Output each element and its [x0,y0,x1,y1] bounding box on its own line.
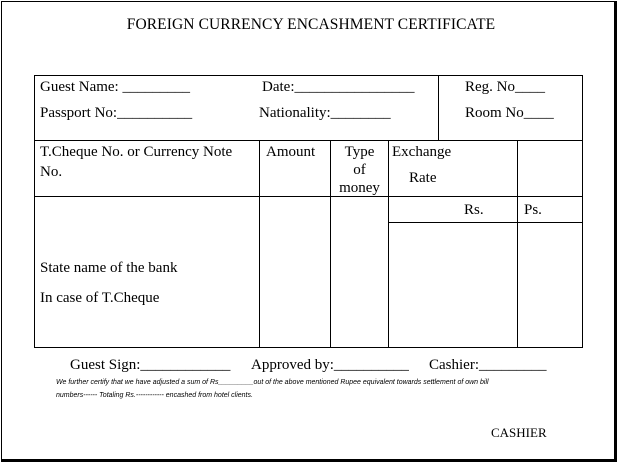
room-no-field[interactable]: Room No____ [465,105,554,121]
certificate-title: FOREIGN CURRENCY ENCASHMENT CERTIFICATE [126,16,496,33]
amount-header: Amount [266,144,316,160]
passport-no-field[interactable]: Passport No:__________ [40,105,193,121]
table-right-line [582,75,583,348]
header-divider-line [438,75,439,140]
exchange-header-line1: Exchange [392,144,452,160]
nationality-field[interactable]: Nationality:________ [259,105,391,121]
type-header-line2: of [353,162,366,178]
type-header-line3: money [339,180,380,196]
ps-header: Ps. [524,202,542,218]
bank-name-label: State name of the bank [40,260,178,276]
table-header-bottom-line [34,196,583,197]
guest-sign-field[interactable]: Guest Sign:____________ [70,357,231,373]
certify-note-line2: numbers------ Totaling Rs.------------ encashed from hotel clients. [56,392,253,399]
date-field[interactable]: Date:________________ [262,79,415,95]
table-left-line [34,75,35,348]
cashier-signature-label: CASHIER [491,425,547,440]
bank-cheque-label: In case of T.Cheque [40,290,160,306]
cashier-field[interactable]: Cashier:_________ [429,357,547,373]
cheque-header-line2: No. [40,164,63,180]
header-top-line [34,75,583,76]
approved-by-field[interactable]: Approved by:__________ [251,357,409,373]
amount-col-line [259,140,260,348]
certify-note-line1: We further certify that we have adjusted a sum of Rs_________out of the above mentioned Rupee equivalent towards settlement of own bill [56,379,489,386]
cheque-header-line1: T.Cheque No. or Currency Note [40,144,233,160]
exchange-col-line [388,140,389,348]
rs-header: Rs. [464,202,484,218]
guest-name-field[interactable]: Guest Name: _________ [40,79,190,95]
table-bottom-line [34,347,583,348]
table-header-top-line [34,140,583,141]
ps-col-line [517,140,518,348]
exchange-header-line2: Rate [409,170,437,186]
reg-no-field[interactable]: Reg. No____ [465,79,545,95]
type-header-line1: Type [344,144,375,160]
rs-ps-bottom-line [388,222,583,223]
